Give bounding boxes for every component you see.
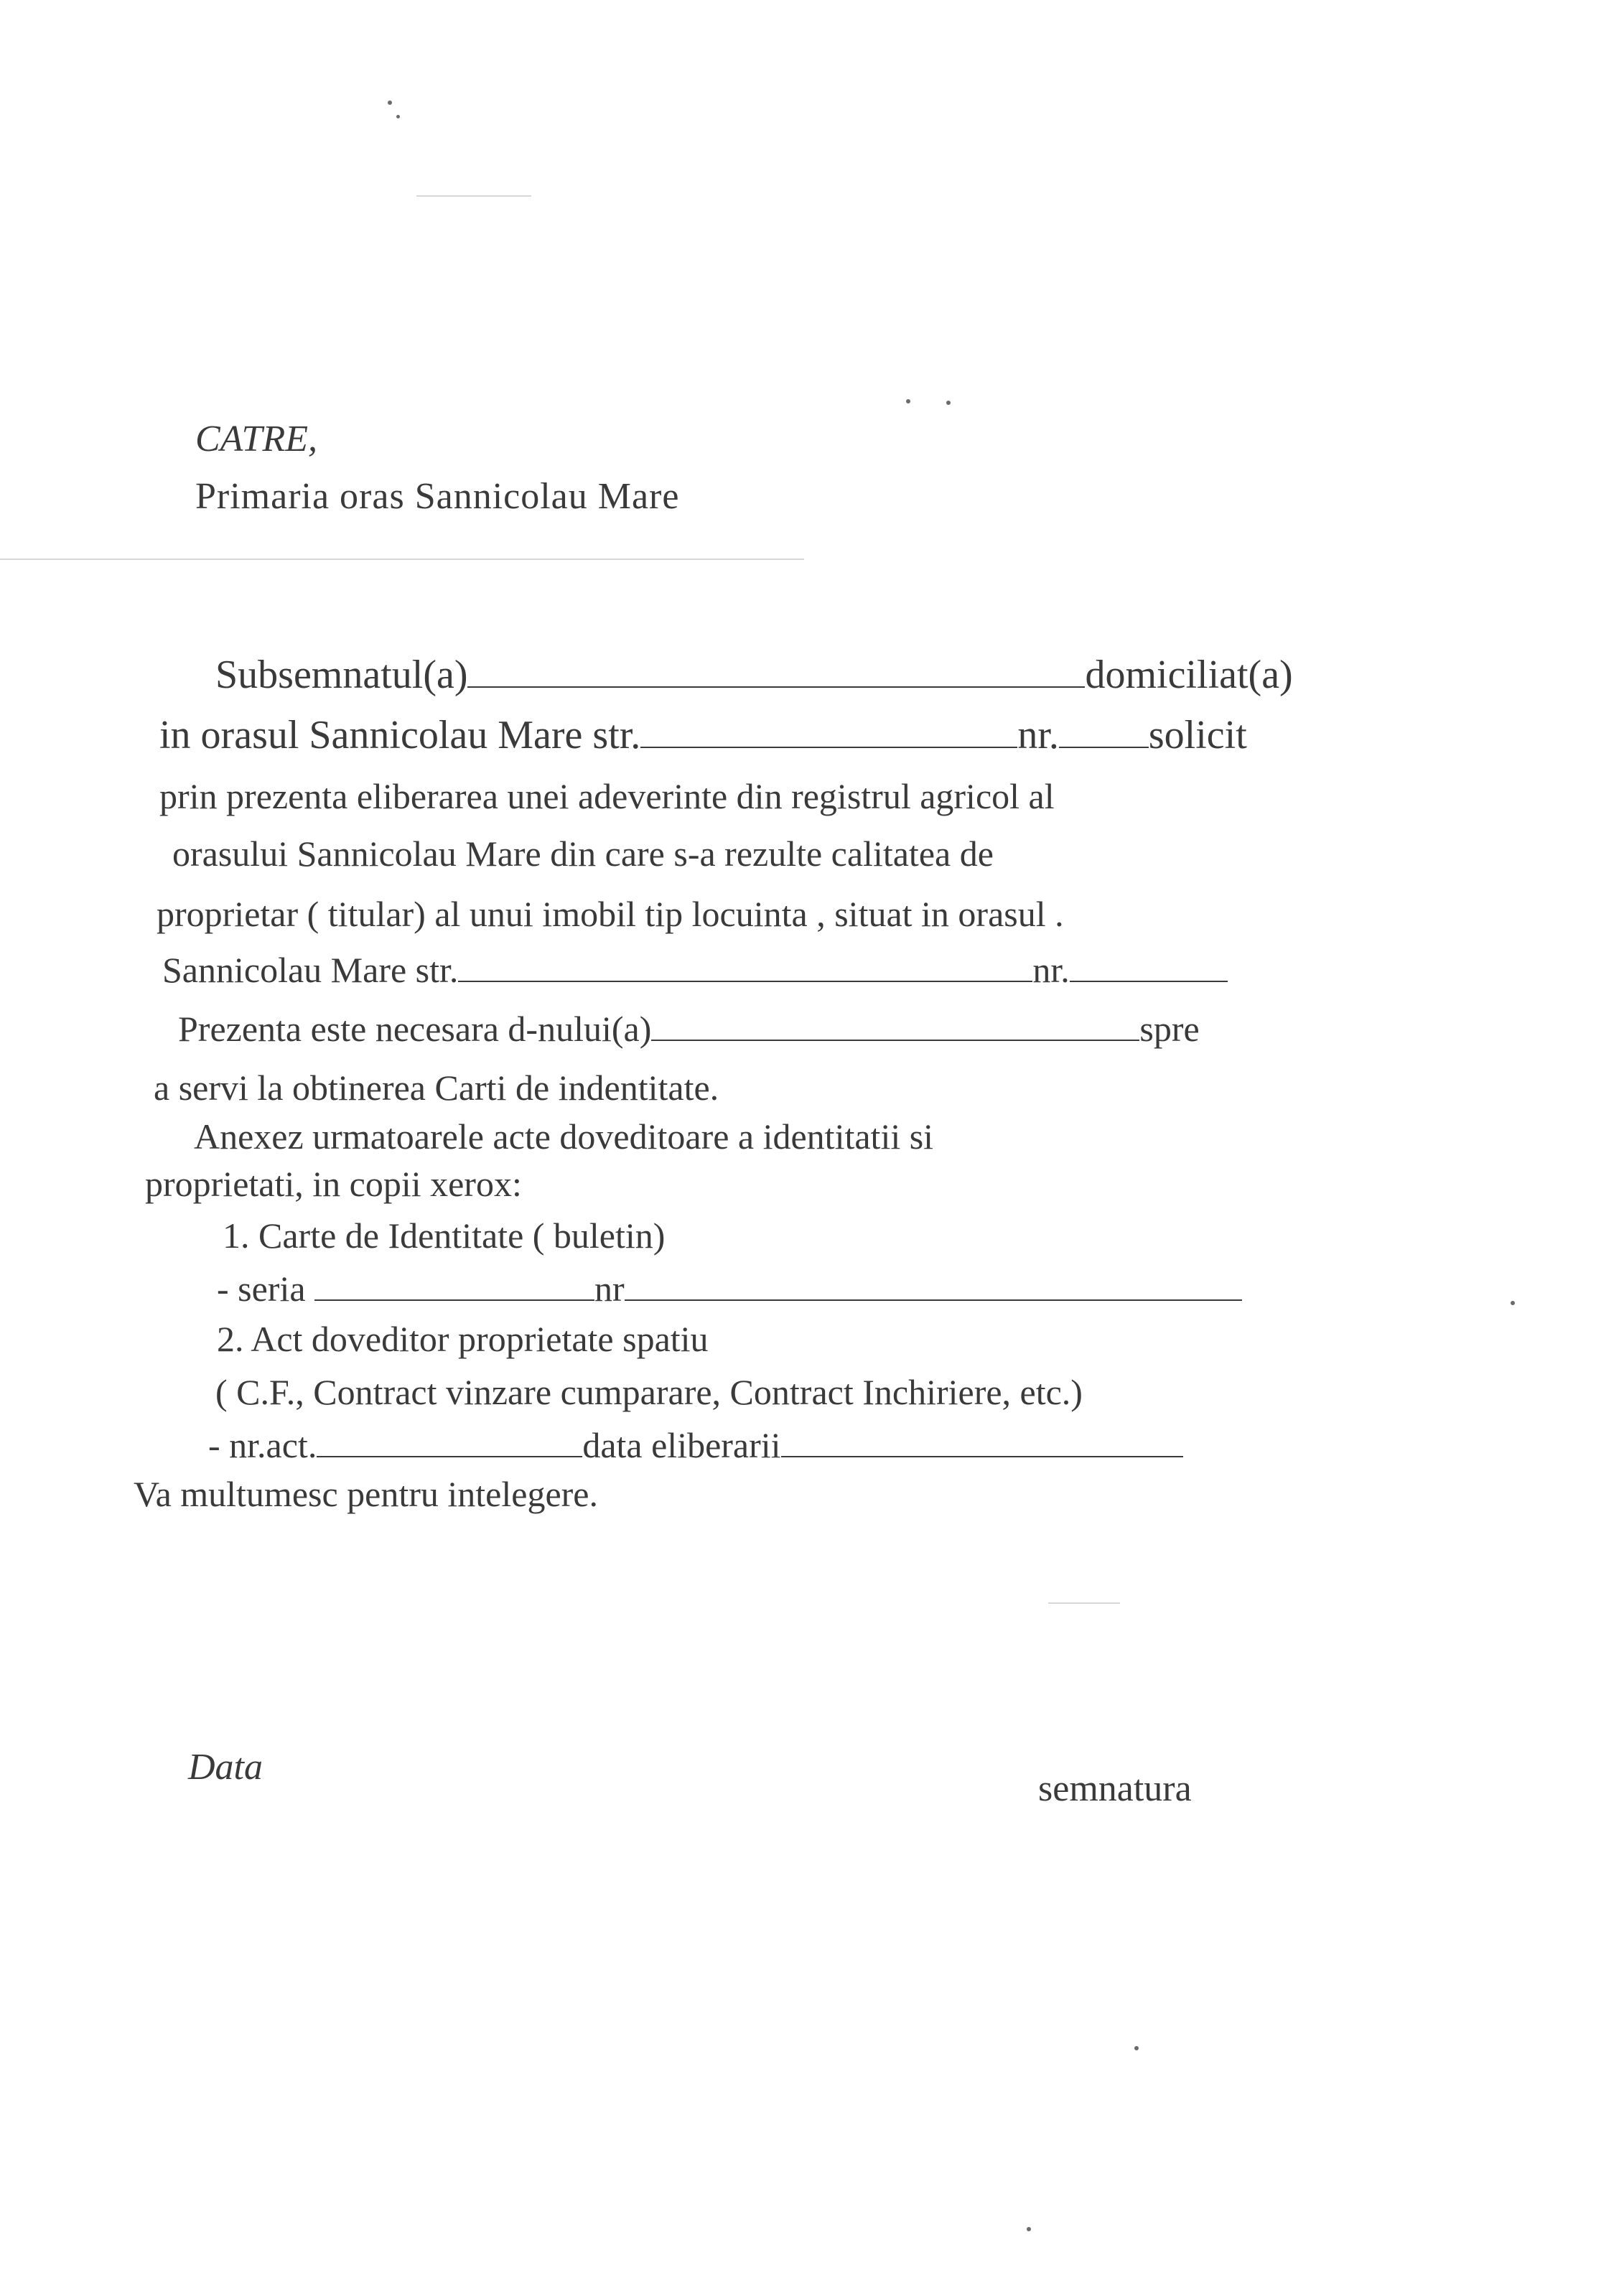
form-line-12 [217,1271,1242,1307]
property-nr-label: nr. [1032,950,1070,990]
closing-line: Va multumesc pentru intelegere. [134,1474,598,1514]
form-line-15 [208,1427,1183,1463]
street-field[interactable] [640,746,1017,748]
scan-speck [1511,1301,1515,1305]
scan-streak [1048,1602,1120,1604]
spre-label: spre [1139,1009,1200,1049]
scan-speck [396,115,400,118]
act-nr-label: - nr.act. [208,1425,317,1465]
issue-date-field[interactable] [781,1455,1183,1457]
issue-date-label: data eliberarii [582,1425,781,1465]
attachment-2: 2. Act doveditor proprietate spatiu [217,1319,709,1359]
id-number-field[interactable] [625,1299,1242,1301]
form-line-6 [162,952,1228,988]
scan-speck [906,399,910,403]
scan-speck [946,401,951,405]
property-street-label: Sannicolau Mare str. [162,950,459,990]
id-nr-label: nr [594,1269,625,1309]
attachment-2-details: ( C.F., Contract vinzare cumparare, Contract Inchiriere, etc.) [215,1372,1083,1412]
property-street-field[interactable] [458,980,1032,982]
scan-speck [388,101,392,105]
act-number-field[interactable] [317,1455,582,1457]
nr-label: nr. [1017,713,1059,757]
form-line-4: orasului Sannicolau Mare din care s-a rezulte calitatea de [172,834,994,874]
domiciliat-label: domiciliat(a) [1085,653,1293,697]
form-line-10: proprietati, in copii xerox: [145,1164,522,1204]
scan-speck [1027,2227,1031,2231]
scan-speck [1134,2046,1139,2050]
id-series-field[interactable] [314,1299,594,1301]
form-line-7 [178,1011,1200,1047]
form-line-5: proprietar ( titular) al unui imobil tip locuinta , situat in orasul . [157,894,1064,934]
form-line-1 [215,655,1293,695]
property-number-field[interactable] [1070,980,1228,982]
address-label: in orasul Sannicolau Mare str. [159,713,641,757]
street-number-field[interactable] [1059,746,1149,748]
form-line-2 [159,715,1247,755]
signature-label: semnatura [1038,1768,1192,1809]
addressee-heading: CATRE, [195,419,317,459]
institution-name: Primaria oras Sannicolau Mare [195,476,680,517]
beneficiary-field[interactable] [651,1039,1139,1041]
date-label: Data [188,1747,263,1788]
scan-streak [416,195,531,197]
scan-streak [0,559,804,560]
seria-label: - seria [217,1269,306,1309]
attachment-1: 1. Carte de Identitate ( buletin) [223,1215,666,1256]
name-field[interactable] [467,686,1085,688]
form-line-8: a servi la obtinerea Carti de indentitate. [154,1068,719,1108]
form-line-9: Anexez urmatoarele acte doveditoare a identitatii si [194,1116,934,1157]
subsemnatul-label: Subsemnatul(a) [215,653,468,697]
solicit-label: solicit [1148,713,1247,757]
necessary-for-label: Prezenta este necesara d-nului(a) [178,1009,652,1049]
form-line-3: prin prezenta eliberarea unei adeverinte din registrul agricol al [159,776,1055,816]
